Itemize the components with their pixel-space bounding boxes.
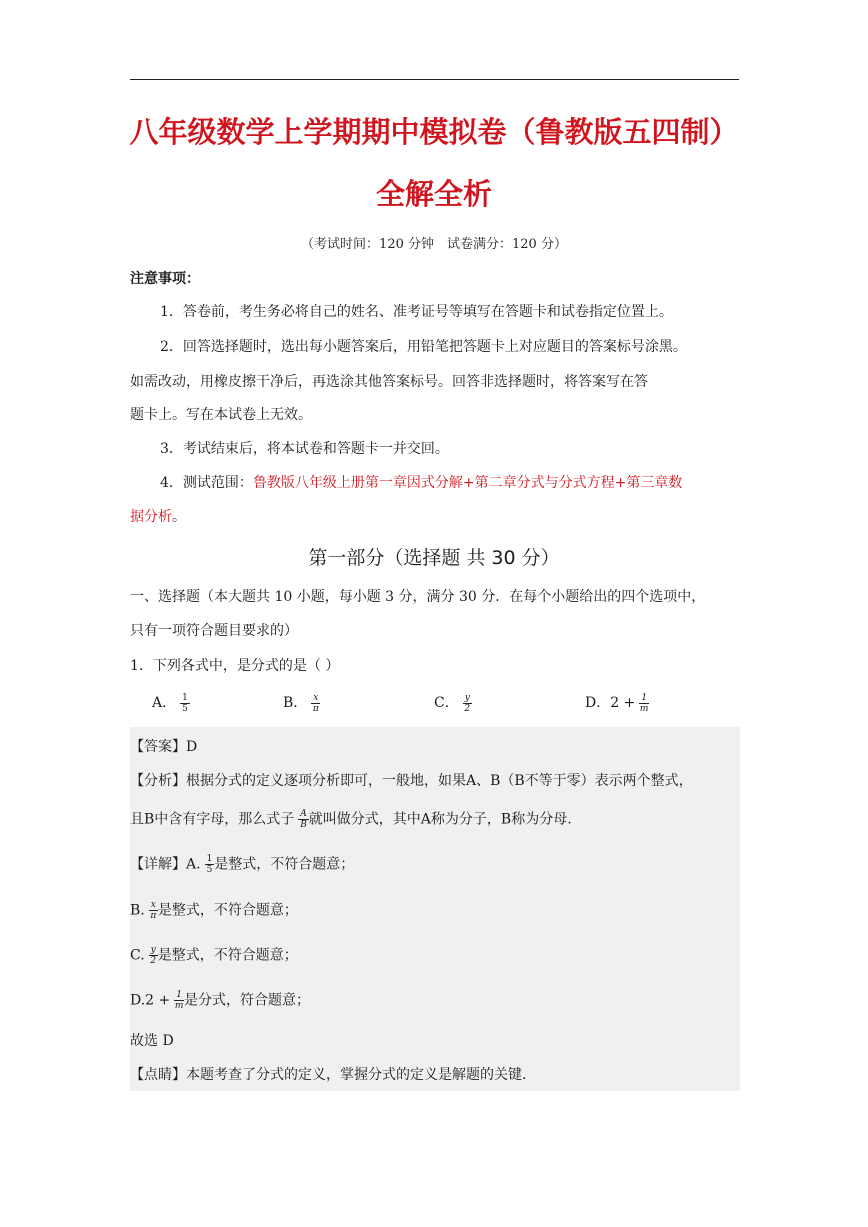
page-subtitle: 全解全析: [375, 177, 492, 211]
header-rule: [130, 79, 739, 80]
analysis-line-2: 且B中含有字母，那么式子 $\frac{A}{B}$ 就叫做分式，其中A称为分子，B称为分母.: [130, 809, 572, 830]
option-c-label: C．: [434, 695, 459, 711]
test-range-cont: 据分析: [130, 509, 172, 525]
section-instructions-line-2: 只有一项符合题目要求的）: [130, 623, 298, 639]
option-b-fraction: $\frac{x}{\pi}$: [312, 692, 319, 714]
conclusion: 故选 D: [130, 1033, 174, 1049]
option-d-fraction: $\frac{1}{m}$: [639, 692, 649, 714]
notice-item-2-line-1: 2．回答选择题时，选出每小题答案后，用铅笔把答题卡上对应题目的答案标号涂黑。: [160, 339, 687, 355]
detail-b-fraction: $\frac{x}{\pi}$: [150, 900, 157, 921]
option-a-label: A．: [152, 695, 177, 711]
notice-item-2-line-3: 题卡上。写在本试卷上无效。: [130, 407, 312, 423]
test-range: 鲁教版八年级上册第一章因式分解+第二章分式与分式方程+第三章数: [252, 475, 683, 491]
notice-item-4: [160, 473, 682, 493]
option-c-fraction: $\frac{y}{2}$: [464, 692, 471, 714]
option-b-label: B．: [283, 695, 308, 711]
option-b: [283, 692, 320, 714]
option-c: [434, 692, 472, 714]
section-instructions-line-1: 一、选择题（本大题共 10 小题，每小题 3 分，满分 30 分．在每个小题给出的四个选项中，: [130, 589, 706, 605]
question-stem: 1．下列各式中，是分式的是（ ）: [130, 658, 340, 674]
comment: 【点睛】本题考查了分式的定义，掌握分式的定义是解题的关键.: [130, 1067, 527, 1083]
exam-meta: （考试时间：120 分钟 试卷满分：120 分）: [301, 237, 567, 252]
notice-item-4-line-2: [130, 507, 186, 527]
option-d-label: D．: [585, 695, 611, 711]
detail-a-fraction: $\frac{1}{5}$: [206, 854, 213, 875]
detail-d: D.2 + $\frac{1}{m}$ 是分式，符合题意；: [130, 990, 310, 1011]
notice-item-1: 1．答卷前，考生务必将自己的姓名、准考证号等填写在答题卡和试卷指定位置上。: [160, 304, 673, 320]
detail-c: C. $\frac{y}{2}$ 是整式，不符合题意；: [130, 945, 298, 966]
detail-a: 【详解】A. $\frac{1}{5}$ 是整式，不符合题意；: [130, 854, 355, 875]
analysis-line-1: 【分析】根据分式的定义逐项分析即可，一般地，如果A、B（B不等于零）表示两个整式，: [130, 773, 693, 789]
detail-c-fraction: $\frac{y}{2}$: [150, 945, 157, 966]
part-heading: 第一部分（选择题 共 30 分）: [308, 547, 560, 569]
option-a-fraction: $\frac{1}{5}$: [182, 692, 188, 714]
option-a: [152, 692, 190, 714]
notice-item-4-end: 。: [172, 509, 186, 525]
page-title: 八年级数学上学期期中模拟卷（鲁教版五四制）: [129, 115, 739, 149]
option-d: [585, 692, 649, 714]
option-d-prefix: 2 +: [610, 695, 636, 711]
answer-line: 【答案】D: [130, 739, 198, 755]
detail-d-fraction: $\frac{1}{m}$: [174, 990, 184, 1011]
analysis-fraction: $\frac{A}{B}$: [300, 809, 307, 830]
notice-item-4-prefix: 4．测试范围：: [160, 475, 253, 491]
notice-item-2-line-2: 如需改动，用橡皮擦干净后，再选涂其他答案标号。回答非选择题时，将答案写在答: [130, 374, 648, 390]
notice-item-3: 3．考试结束后，将本试卷和答题卡一并交回。: [160, 441, 449, 457]
detail-b: B. $\frac{x}{\pi}$ 是整式，不符合题意；: [130, 900, 298, 921]
notice-heading: 注意事项：: [130, 271, 200, 287]
